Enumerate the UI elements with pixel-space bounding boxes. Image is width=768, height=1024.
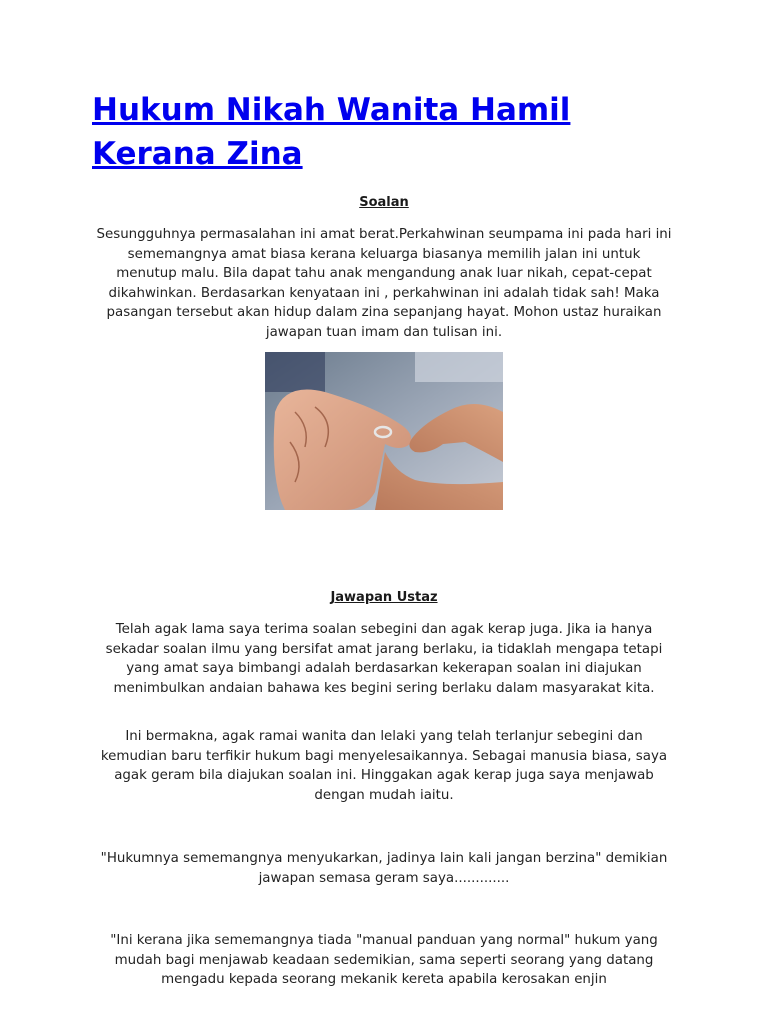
question-paragraph: Sesungguhnya permasalahan ini amat berat.Perkahwinan seumpama ini pada hari ini sememangnya amat biasa kerana keluarga biasanya memilih jalan ini untuk menutup malu. Bila dapat tahu anak mengandung anak luar nikah, cepat-cepat dikahwinkan. Berdasarkan kenyataan ini , perkahwinan ini adalah tidak sah! Maka pasangan tersebut akan hidup dalam zina sepanjang hayat. Mohon ustaz huraikan jawapan tuan imam dan tulisan ini. [96,227,672,340]
answer-heading: Jawapan Ustaz [330,590,438,605]
answer-paragraph-3: "Ini kerana jika sememangnya tiada "manual panduan yang normal" hukum yang mudah bagi menjawab keadaan sedemikian, sama seperti seorang yang datang mengadu kepada seorang mekanik kereta apabila kerosakan enjin [110,933,658,987]
quote-paragraph: "Hukumnya sememangnya menyukarkan, jadinya lain kali jangan berzina" demikian jawapan semasa geram saya............. [100,851,668,886]
question-heading: Soalan [359,195,409,210]
answer-paragraph-1: Telah agak lama saya terima soalan sebegini dan agak kerap juga. Jika ia hanya sekadar soalan ilmu yang bersifat amat jarang berlaku, ia tidaklah mengapa tetapi yang amat saya bimbangi adalah berdasarkan kekerapan soalan ini diajukan menimbulkan andaian bahawa kes begini sering berlaku dalam masyarakat kita. [105,622,663,696]
wedding-ring-photo [265,352,503,510]
article-title-link[interactable]: Hukum Nikah Wanita Hamil Kerana Zina [92,92,571,172]
answer-paragraph-2: Ini bermakna, agak ramai wanita dan lelaki yang telah terlanjur sebegini dan kemudian baru terfikir hukum bagi menyelesaikannya. Sebagai manusia biasa, saya agak geram bila diajukan soalan ini. Hinggakan agak kerap juga saya menjawab dengan mudah iaitu. [100,729,668,803]
